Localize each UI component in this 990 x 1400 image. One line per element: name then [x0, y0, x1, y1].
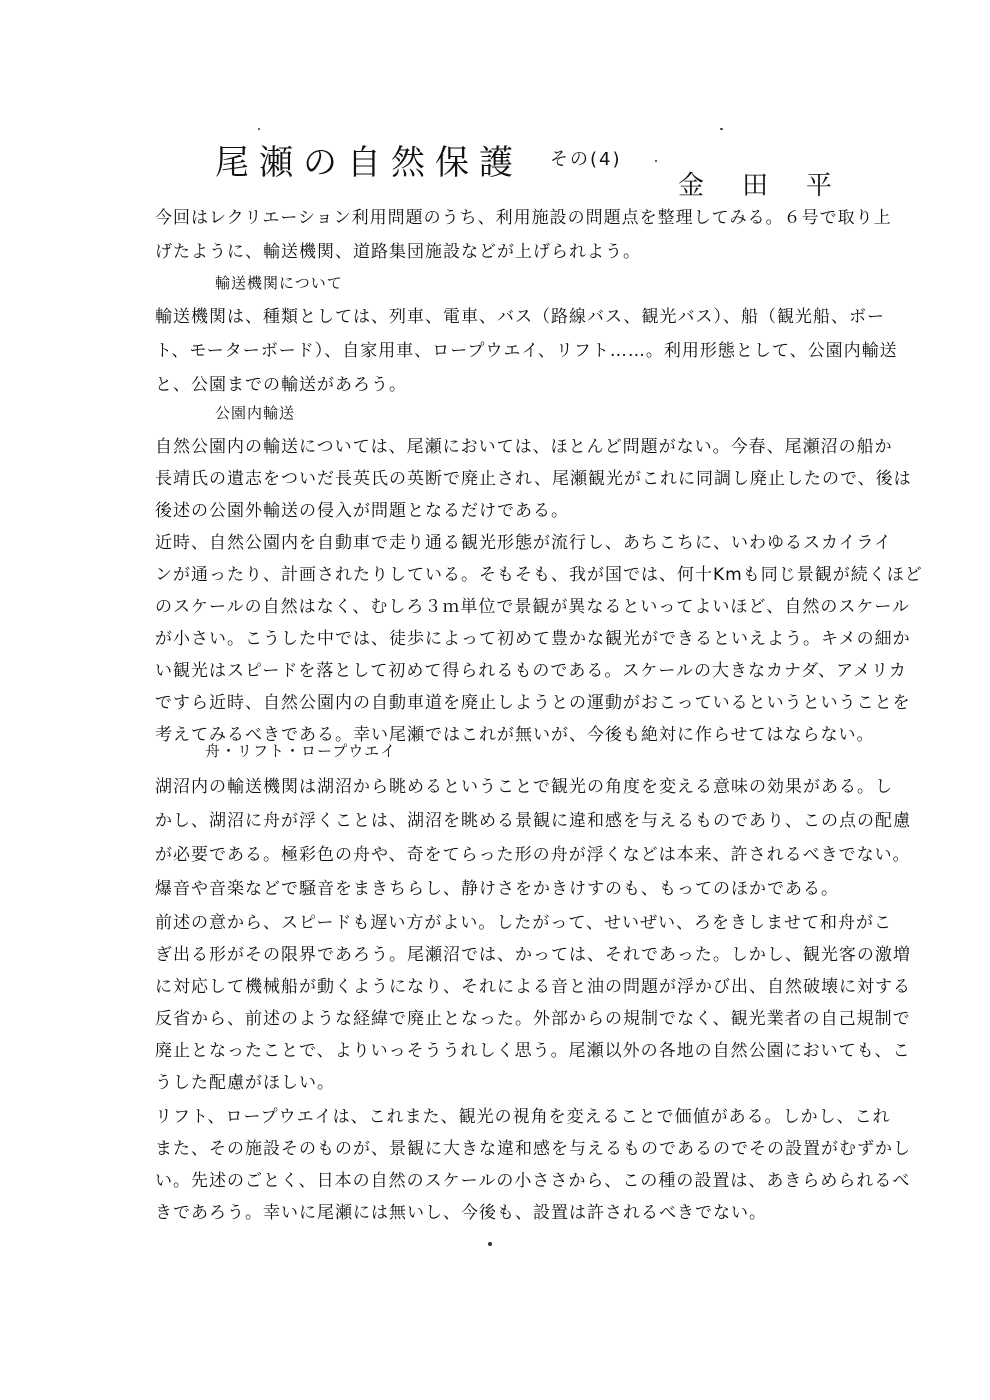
- text-line: に対応して機械船が動くようになり、それによる音と油の問題が浮かび出、自然破壊に対する: [155, 977, 911, 997]
- text-line: ですら近時、自然公園内の自動車道を廃止しようとの運動がおこっているというということを: [155, 693, 911, 713]
- text-line: きであろう。幸いに尾瀬には無いし、今後も、設置は許されるべきでない。: [155, 1203, 767, 1223]
- scan-speck: [720, 128, 723, 130]
- section-heading-transport: 輸送機関について: [215, 274, 343, 292]
- text-line: ぎ出る形がその限界であろう。尾瀬沼では、かっては、それであった。しかし、観光客の激増: [155, 945, 911, 965]
- text-line: 近時、自然公園内を自動車で走り通る観光形態が流行し、あちこちに、いわゆるスカイライ: [155, 533, 892, 553]
- text-line: 考えてみるべきである。幸い尾瀬ではこれが無いが、今後も絶対に作らせてはならない。: [155, 725, 875, 745]
- text-line: が必要である。極彩色の舟や、奇をてらった形の舟が浮くなどは本来、許されるべきでない。: [155, 845, 911, 865]
- text-line: 湖沼内の輸送機関は湖沼から眺めるということで観光の角度を変える意味の効果がある。し: [155, 777, 893, 797]
- text-line: い観光はスピードを落として初めて得られるものである。スケールの大きなカナダ、アメリカ: [155, 661, 907, 681]
- text-line: のスケールの自然はなく、むしろ３ｍ単位で景観が異なるといってよいほど、自然のスケール: [155, 597, 910, 617]
- scan-speck: [488, 1242, 492, 1246]
- text-line: うした配慮がほしい。: [155, 1073, 335, 1093]
- text-line: が小さい。こうした中では、徒歩によって初めて豊かな観光ができるといえよう。キメの細か: [155, 629, 911, 649]
- scan-speck: [258, 128, 260, 130]
- text-line: また、その施設そのものが、景観に大きな違和感を与えるものであるのでその設置がむずかし: [155, 1139, 911, 1159]
- text-line: 後述の公園外輸送の侵入が問題となるだけである。: [155, 501, 569, 521]
- text-line: げたように、輸送機関、道路集団施設などが上げられよう。: [155, 242, 641, 262]
- text-line: 自然公園内の輸送については、尾瀬においては、ほとんど問題がない。今春、尾瀬沼の船か: [155, 437, 893, 457]
- section-heading-boats-lifts: 舟・リフト・ロープウエイ: [205, 742, 397, 760]
- author-name: 金田平: [678, 171, 871, 201]
- text-line: 爆音や音楽などで騒音をまきちらし、静けさをかきけすのも、もってのほかである。: [155, 879, 839, 899]
- title-block: [200, 135, 871, 205]
- text-line: 廃止となったことで、よりいっそううれしく思う。尾瀬以外の各地の自然公園においても、こ: [155, 1041, 911, 1061]
- article-part-number: その(4): [550, 149, 622, 170]
- text-line: 輸送機関は、種類としては、列車、電車、バス（路線バス、観光バス）、船（観光船、ボー: [155, 307, 886, 327]
- text-line: と、公園までの輸送があろう。: [155, 375, 407, 395]
- scan-speck: [655, 160, 657, 162]
- section-heading-in-park: 公園内輸送: [215, 404, 296, 422]
- text-line: ンが通ったり、計画されたりしている。そもそも、我が国では、何十Kmも同じ景観が続くほど: [155, 565, 923, 585]
- text-line: リフト、ロープウエイは、これまた、観光の視角を変えることで価値がある。しかし、これ: [155, 1107, 891, 1127]
- text-line: 今回はレクリエーション利用問題のうち、利用施設の問題点を整理してみる。６号で取り上: [155, 208, 892, 228]
- text-line: 長靖氏の遺志をついだ長英氏の英断で廃止され、尾瀬観光がこれに同調し廃止したので、後は: [155, 469, 912, 489]
- text-line: 反省から、前述のような経緯で廃止となった。外部からの規制でなく、観光業者の自己規制で: [155, 1009, 911, 1029]
- article-title: 尾瀬の自然保護: [215, 143, 523, 183]
- text-line: 前述の意から、スピードも遅い方がよい。したがって、せいぜい、ろをきしませて和舟がこ: [155, 913, 892, 933]
- text-line: かし、湖沼に舟が浮くことは、湖沼を眺める景観に違和感を与えるものであり、この点の配慮: [155, 811, 911, 831]
- text-line: い。先述のごとく、日本の自然のスケールの小ささから、この種の設置は、あきらめられるべ: [155, 1171, 911, 1191]
- text-line: ト、モーターボード）、自家用車、ロープウエイ、リフト……。利用形態として、公園内輸送: [155, 341, 898, 361]
